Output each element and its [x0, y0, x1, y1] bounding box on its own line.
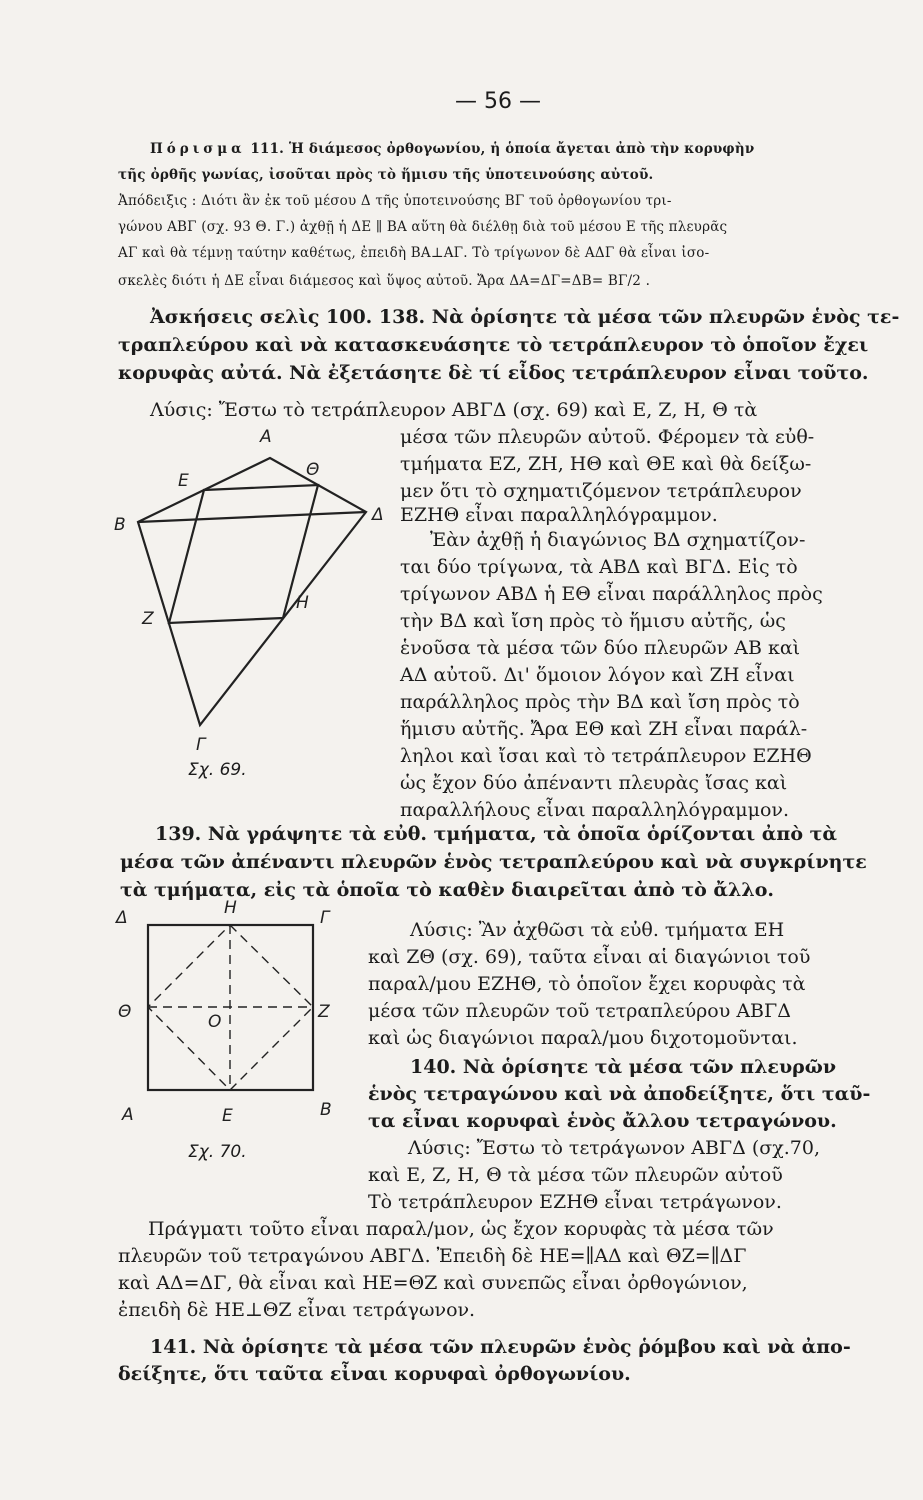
ex138-right-14: ὡς ἔχον δύο ἀπέναντι πλευρὰς ἴσας καὶ — [400, 772, 788, 794]
ex140-solution-7: ἐπειδὴ δὲ ΗΕ⊥ΘΖ εἶναι τετράγωνον. — [118, 1299, 476, 1321]
ex138-right-9: ἑνοῦσα τὰ μέσα τῶν δύο πλευρῶν ΑΒ καὶ — [400, 637, 801, 659]
fig69-lines — [138, 458, 366, 725]
fig70-lines — [148, 925, 313, 1090]
ex138-right-3: μεν ὅτι τὸ σχηματιζόμενον τετράπλευρον — [400, 480, 802, 502]
ex138-line-2: τραπλεύρου καὶ νὰ κατασκευάσητε τὸ τετράπλευρον τὸ ὁποῖον ἔχει — [118, 334, 869, 356]
ex138-right-7: τρίγωνον ΑΒΔ ἡ ΕΘ εἶναι παράλληλος πρὸς — [400, 583, 823, 605]
ex138-right-10: ΑΔ αὐτοῦ. Δι' ὅμοιον λόγον καὶ ΖΗ εἶναι — [400, 664, 795, 686]
porisma-line-5: ΑΓ καὶ θὰ τέμνῃ ταύτην καθέτως, ἐπειδὴ ΒΑ⊥ΑΓ. Τὸ τρίγωνον δὲ ΑΔΓ θὰ εἶναι ἰσο- — [118, 245, 710, 261]
ex141-line-2: δείξητε, ὅτι ταῦτα εἶναι κορυφαὶ ὀρθογωνίου. — [118, 1363, 631, 1385]
ex140-solution-3: Τὸ τετράπλευρον ΕΖΗΘ εἶναι τετράγωνον. — [368, 1191, 782, 1213]
fig69-caption: Σχ. 69. — [188, 760, 247, 780]
ex140-solution-1: Λύσις: Ἔστω τὸ τετράγωνον ΑΒΓΔ (σχ.70, — [408, 1137, 821, 1159]
fig69-diagonal-bd — [138, 512, 366, 522]
ex138-right-15: παραλλήλους εἶναι παραλληλόγραμμον. — [400, 799, 790, 821]
ex139-line-3: τὰ τμήματα, εἰς τὰ ὁποῖα τὸ καθὲν διαιρεῖται ἀπὸ τὸ ἄλλο. — [120, 879, 774, 901]
fig69-label-e: Ε — [178, 471, 189, 491]
fig69-label-a: Α — [260, 427, 272, 447]
fig69-quadrilateral — [138, 458, 366, 725]
porisma-statement-start: Ἡ διάμεσος ὀρθογωνίου, ἡ ὁποία ἄγεται ἀπὸ τὴν κορυφὴν — [289, 141, 755, 157]
ex138-right-5: Ἐὰν ἀχθῇ ἡ διαγώνιος ΒΔ σχηματίζον- — [430, 529, 806, 551]
ex139-solution-4: μέσα τῶν πλευρῶν τοῦ τετραπλεύρου ΑΒΓΔ — [368, 1000, 791, 1022]
fig70-label-o: Ο — [208, 1012, 222, 1032]
page-number: — 56 — — [455, 89, 541, 114]
ex139-solution-5: καὶ ὡς διαγώνιοι παραλ/μου διχοτομοῦνται. — [368, 1027, 798, 1049]
ex140-line-3: τα εἶναι κορυφαὶ ἑνὸς ἄλλου τετραγώνου. — [368, 1110, 837, 1132]
fig69-label-z: Ζ — [142, 609, 154, 629]
porisma-line-6: σκελὲς διότι ἡ ΔΕ εἶναι διάμεσος καὶ ὕψος αὐτοῦ. Ἄρα ΔΑ=ΔΓ=ΔΒ= ΒΓ/2 . — [118, 273, 651, 289]
ex140-line-2: ἑνὸς τετραγώνου καὶ νὰ ἀποδείξητε, ὅτι ταῦ- — [368, 1083, 871, 1105]
ex138-line-1: Ἀσκήσεις σελὶς 100. 138. Νὰ ὁρίσητε τὰ μέσα τῶν πλευρῶν ἑνὸς τε- — [150, 306, 900, 328]
porisma-line-1 — [150, 140, 754, 158]
ex139-solution-3: παραλ/μου ΕΖΗΘ, τὸ ὁποῖον ἔχει κορυφὰς τὰ — [368, 973, 806, 995]
ex140-line-1: 140. Νὰ ὁρίσητε τὰ μέσα τῶν πλευρῶν — [410, 1056, 837, 1078]
ex140-solution-5: πλευρῶν τοῦ τετραγώνου ΑΒΓΔ. Ἐπειδὴ δὲ ΗΕ=∥ΑΔ καὶ ΘΖ=∥ΔΓ — [118, 1245, 747, 1267]
fig70-label-z: Ζ — [318, 1002, 330, 1022]
fig69-label-b: Β — [114, 515, 126, 535]
fig69-label-h: Η — [296, 593, 309, 613]
porisma-line-3: Ἀπόδειξις : Διότι ἂν ἐκ τοῦ μέσου Δ τῆς ὑποτεινούσης ΒΓ τοῦ ὀρθογωνίου τρι- — [118, 193, 672, 209]
ex139-solution-1: Λύσις: Ἂν ἀχθῶσι τὰ εὐθ. τμήματα ΕΗ — [410, 919, 785, 941]
porisma-line-4: γώνου ΑΒΓ (σχ. 93 Θ. Γ.) ἀχθῇ ἡ ΔΕ ∥ ΒΑ αὕτη θὰ διέλθῃ διὰ τοῦ μέσου Ε τῆς πλευρᾶς — [118, 219, 728, 235]
fig70-label-a: Α — [122, 1105, 134, 1125]
porisma-line-2: τῆς ὀρθῆς γωνίας, ἰσοῦται πρὸς τὸ ἥμισυ τῆς ὑποτεινούσης αὐτοῦ. — [118, 167, 654, 183]
fig70-caption: Σχ. 70. — [188, 1142, 247, 1162]
ex138-line-3: κορυφὰς αὐτά. Νὰ ἐξετάσητε δὲ τί εἶδος τετράπλευρον εἶναι τοῦτο. — [118, 362, 869, 384]
fig70-label-b: Β — [320, 1100, 332, 1120]
fig70-label-d: Δ — [116, 908, 128, 928]
porisma-number: 111. — [250, 141, 285, 157]
fig70-label-h: Η — [224, 898, 237, 918]
ex138-right-12: ἥμισυ αὐτῆς. Ἄρα ΕΘ καὶ ΖΗ εἶναι παράλ- — [400, 718, 808, 740]
figure-69 — [110, 420, 390, 760]
ex138-solution-first: Λύσις: Ἔστω τὸ τετράπλευρον ΑΒΓΔ (σχ. 69) καὶ Ε, Ζ, Η, Θ τὰ — [150, 399, 758, 421]
ex138-right-11: παράλληλος πρὸς τὴν ΒΔ καὶ ἴση πρὸς τὸ — [400, 691, 800, 713]
ex140-solution-4: Πράγματι τοῦτο εἶναι παραλ/μον, ὡς ἔχον κορυφὰς τὰ μέσα τῶν — [148, 1218, 774, 1240]
fig69-label-g: Γ — [196, 735, 206, 755]
fig70-label-th: Θ — [118, 1002, 132, 1022]
fig69-label-d: Δ — [372, 505, 384, 525]
ex138-right-1: μέσα τῶν πλευρῶν αὐτοῦ. Φέρομεν τὰ εὐθ- — [400, 426, 815, 448]
ex138-right-4: ΕΖΗΘ εἶναι παραλληλόγραμμον. — [400, 504, 718, 526]
ex139-line-1: 139. Νὰ γράψητε τὰ εὐθ. τμήματα, τὰ ὁποῖα ὁρίζονται ἀπὸ τὰ — [155, 823, 838, 845]
ex140-solution-6: καὶ ΑΔ=ΔΓ, θὰ εἶναι καὶ ΗΕ=ΘΖ καὶ συνεπῶς εἶναι ὀρθογώνιον, — [118, 1272, 748, 1294]
ex140-solution-2: καὶ Ε, Ζ, Η, Θ τὰ μέσα τῶν πλευρῶν αὐτοῦ — [368, 1164, 783, 1186]
ex139-line-2: μέσα τῶν ἀπέναντι πλευρῶν ἑνὸς τετραπλεύρου καὶ νὰ συγκρίνητε — [120, 851, 867, 873]
figure-70 — [108, 895, 358, 1135]
ex139-solution-2: καὶ ΖΘ (σχ. 69), ταῦτα εἶναι αἱ διαγώνιοι τοῦ — [368, 946, 811, 968]
fig69-label-th: Θ — [306, 460, 320, 480]
ex138-right-2: τμήματα ΕΖ, ΖΗ, ΗΘ καὶ ΘΕ καὶ θὰ δείξω- — [400, 453, 812, 475]
porisma-heading: Πόρισμα — [150, 141, 246, 157]
ex138-right-13: ληλοι καὶ ἴσαι καὶ τὸ τετράπλευρον ΕΖΗΘ — [400, 745, 812, 767]
ex138-right-8: τὴν ΒΔ καὶ ἴση πρὸς τὸ ἥμισυ αὐτῆς, ὡς — [400, 610, 786, 632]
ex138-right-6: ται δύο τρίγωνα, τὰ ΑΒΔ καὶ ΒΓΔ. Εἰς τὸ — [400, 556, 798, 578]
fig70-label-e: Ε — [222, 1106, 233, 1126]
fig70-label-g: Γ — [320, 908, 330, 928]
ex141-line-1: 141. Νὰ ὁρίσητε τὰ μέσα τῶν πλευρῶν ἑνὸς ῥόμβου καὶ νὰ ἀπο- — [150, 1336, 851, 1358]
